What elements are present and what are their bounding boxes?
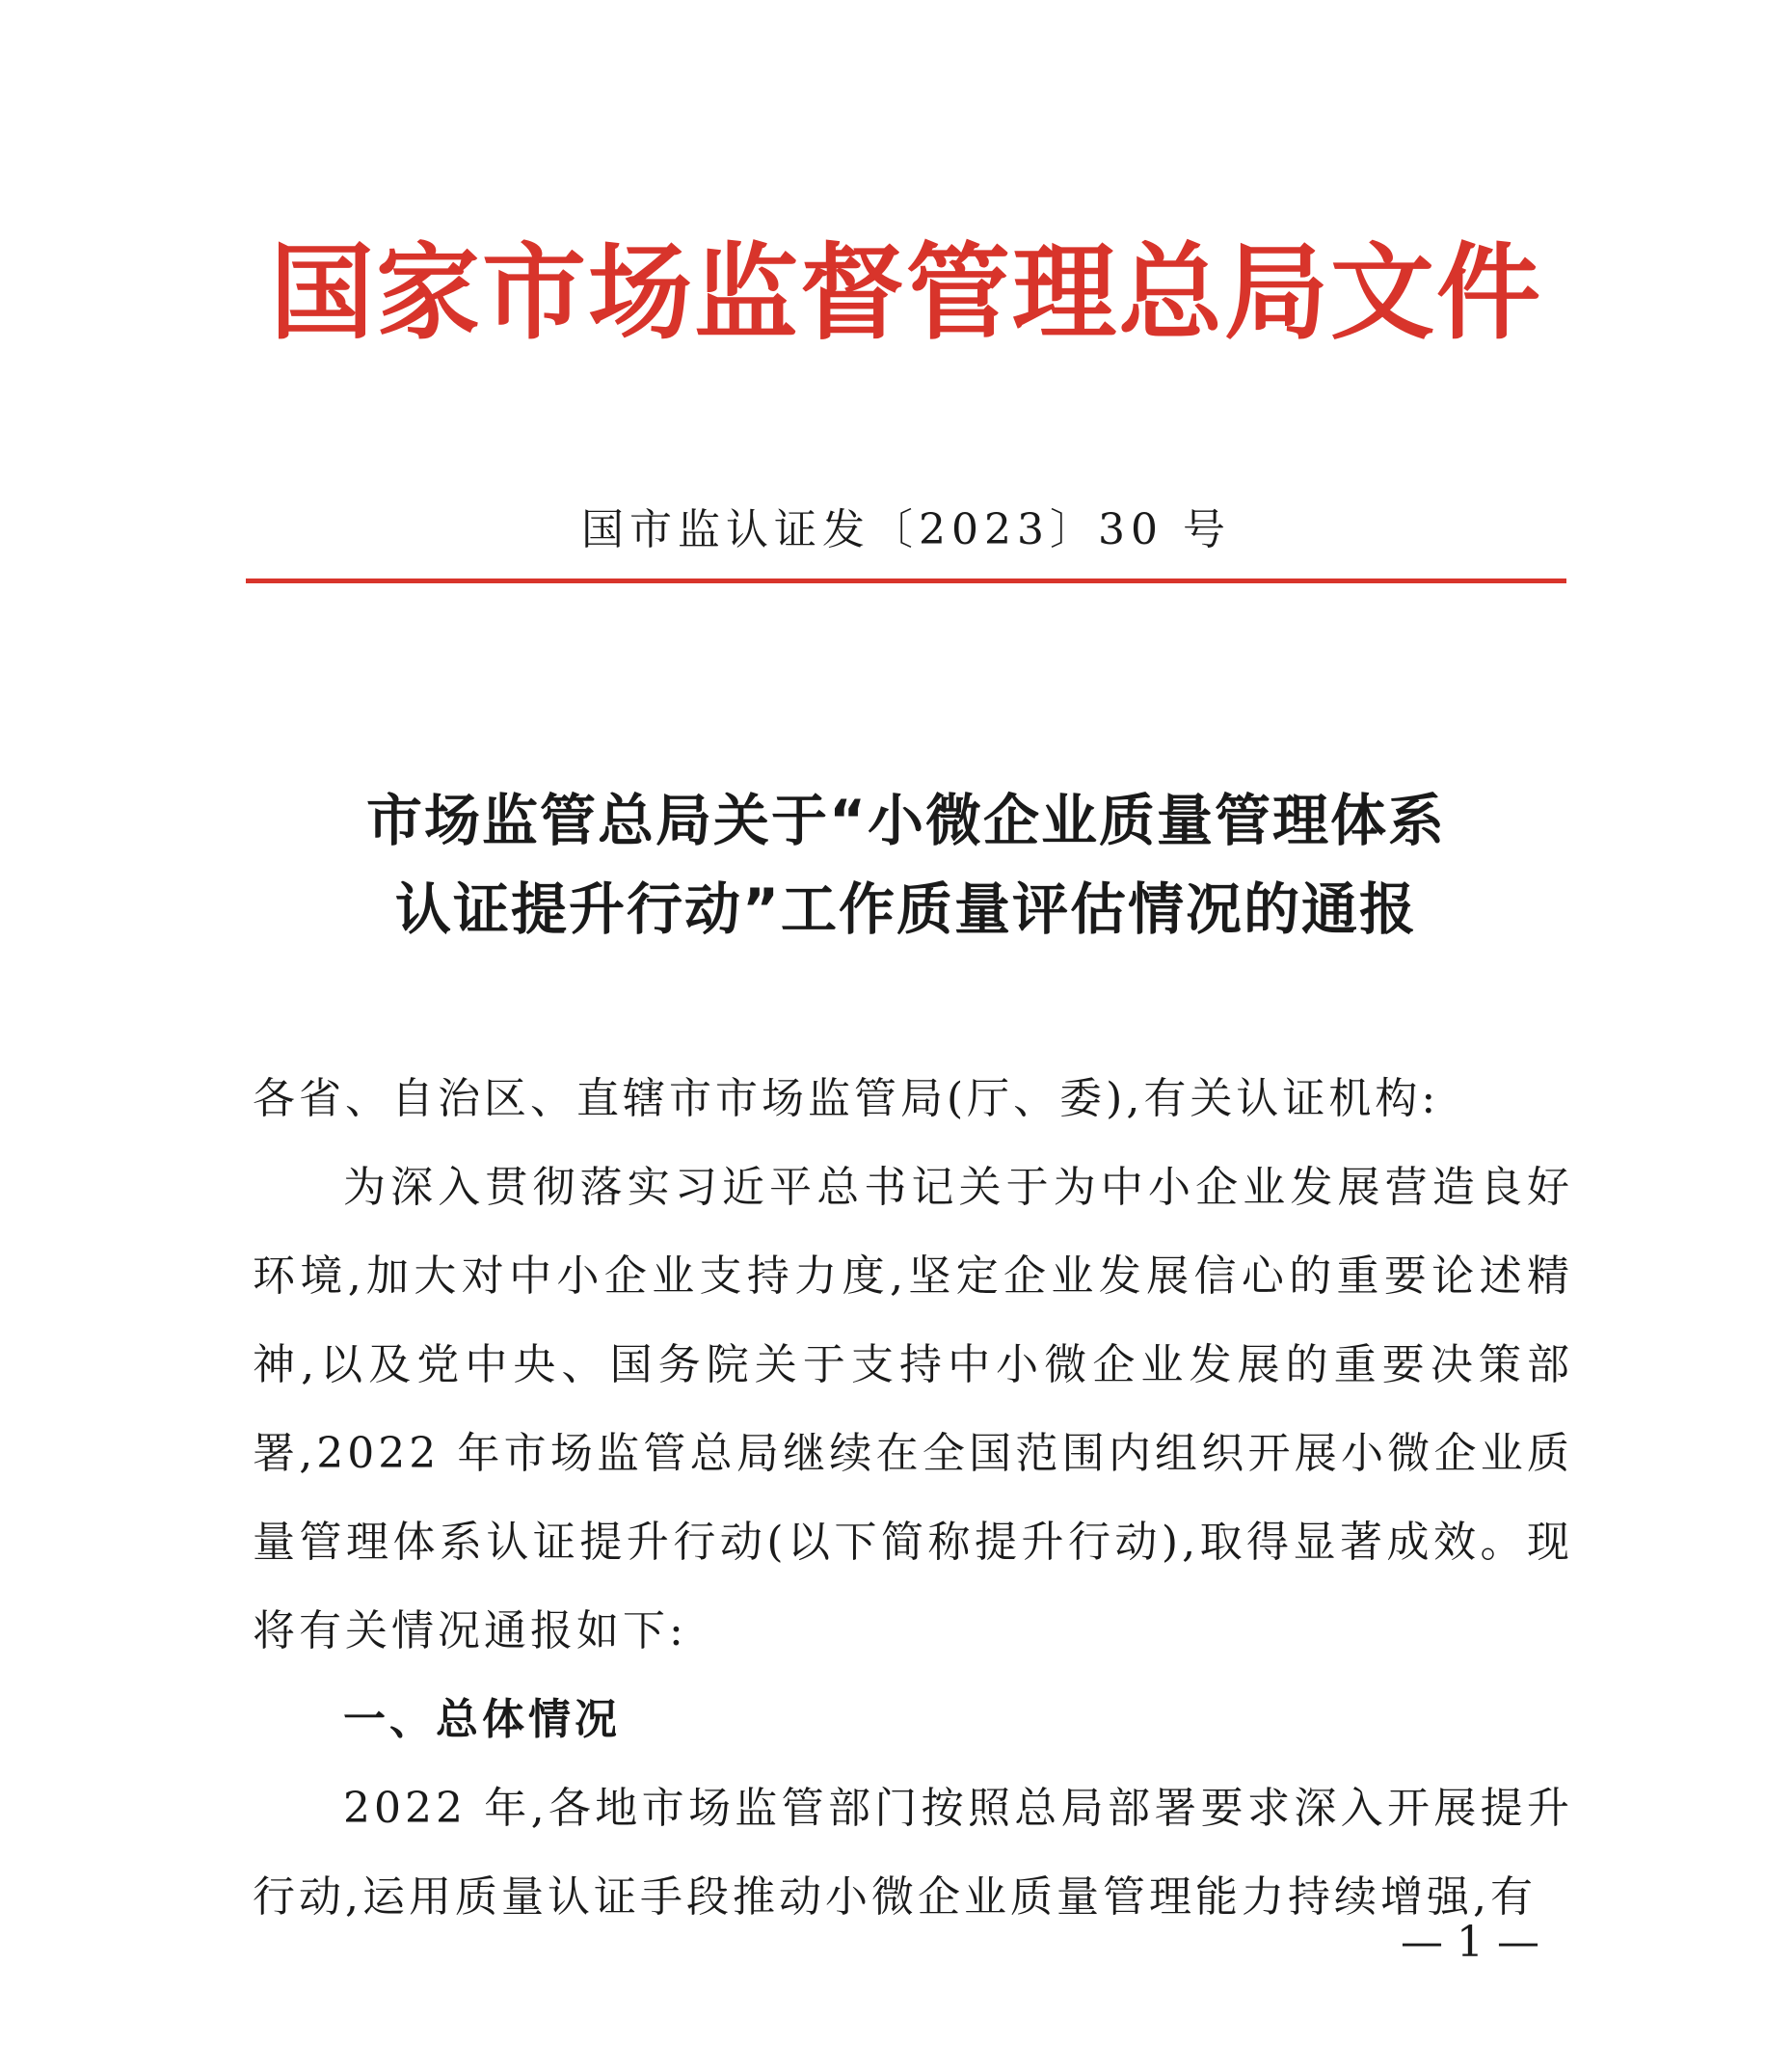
- title-line-1: 市场监管总局关于“小微企业质量管理体系: [365, 788, 1447, 853]
- title-line-2: 认证提升行动”工作质量评估情况的通报: [394, 876, 1418, 942]
- document-body: [253, 1055, 1573, 1942]
- page-number: — 1 —: [1401, 1918, 1539, 1967]
- intro-paragraph: 为深入贯彻落实习近平总书记关于为中小企业发展营造良好环境,加大对中小企业支持力度,坚定企业发展信心的重要论述精神,以及党中央、国务院关于支持中小微企业发展的重要决策部署,2022 年市场监管总局继续在全国范围内组织开展小微企业质量管理体系认证提升行动(以下简称提升行动),取得显著成效。现将有关情况通报如下:: [253, 1163, 1573, 1655]
- red-divider: [246, 579, 1566, 583]
- document-number: 国市监认证发〔2023〕30 号: [581, 505, 1231, 554]
- section-heading: 一、总体情况: [343, 1695, 621, 1744]
- salutation: 各省、自治区、直辖市市场监管局(厅、委),有关认证机构:: [253, 1074, 1440, 1123]
- masthead-title: 国家市场监督管理总局文件: [269, 233, 1542, 354]
- section-paragraph: 2022 年,各地市场监管部门按照总局部署要求深入开展提升行动,运用质量认证手段推动小微企业质量管理能力持续增强,有: [253, 1784, 1573, 1922]
- document-title: [246, 776, 1566, 954]
